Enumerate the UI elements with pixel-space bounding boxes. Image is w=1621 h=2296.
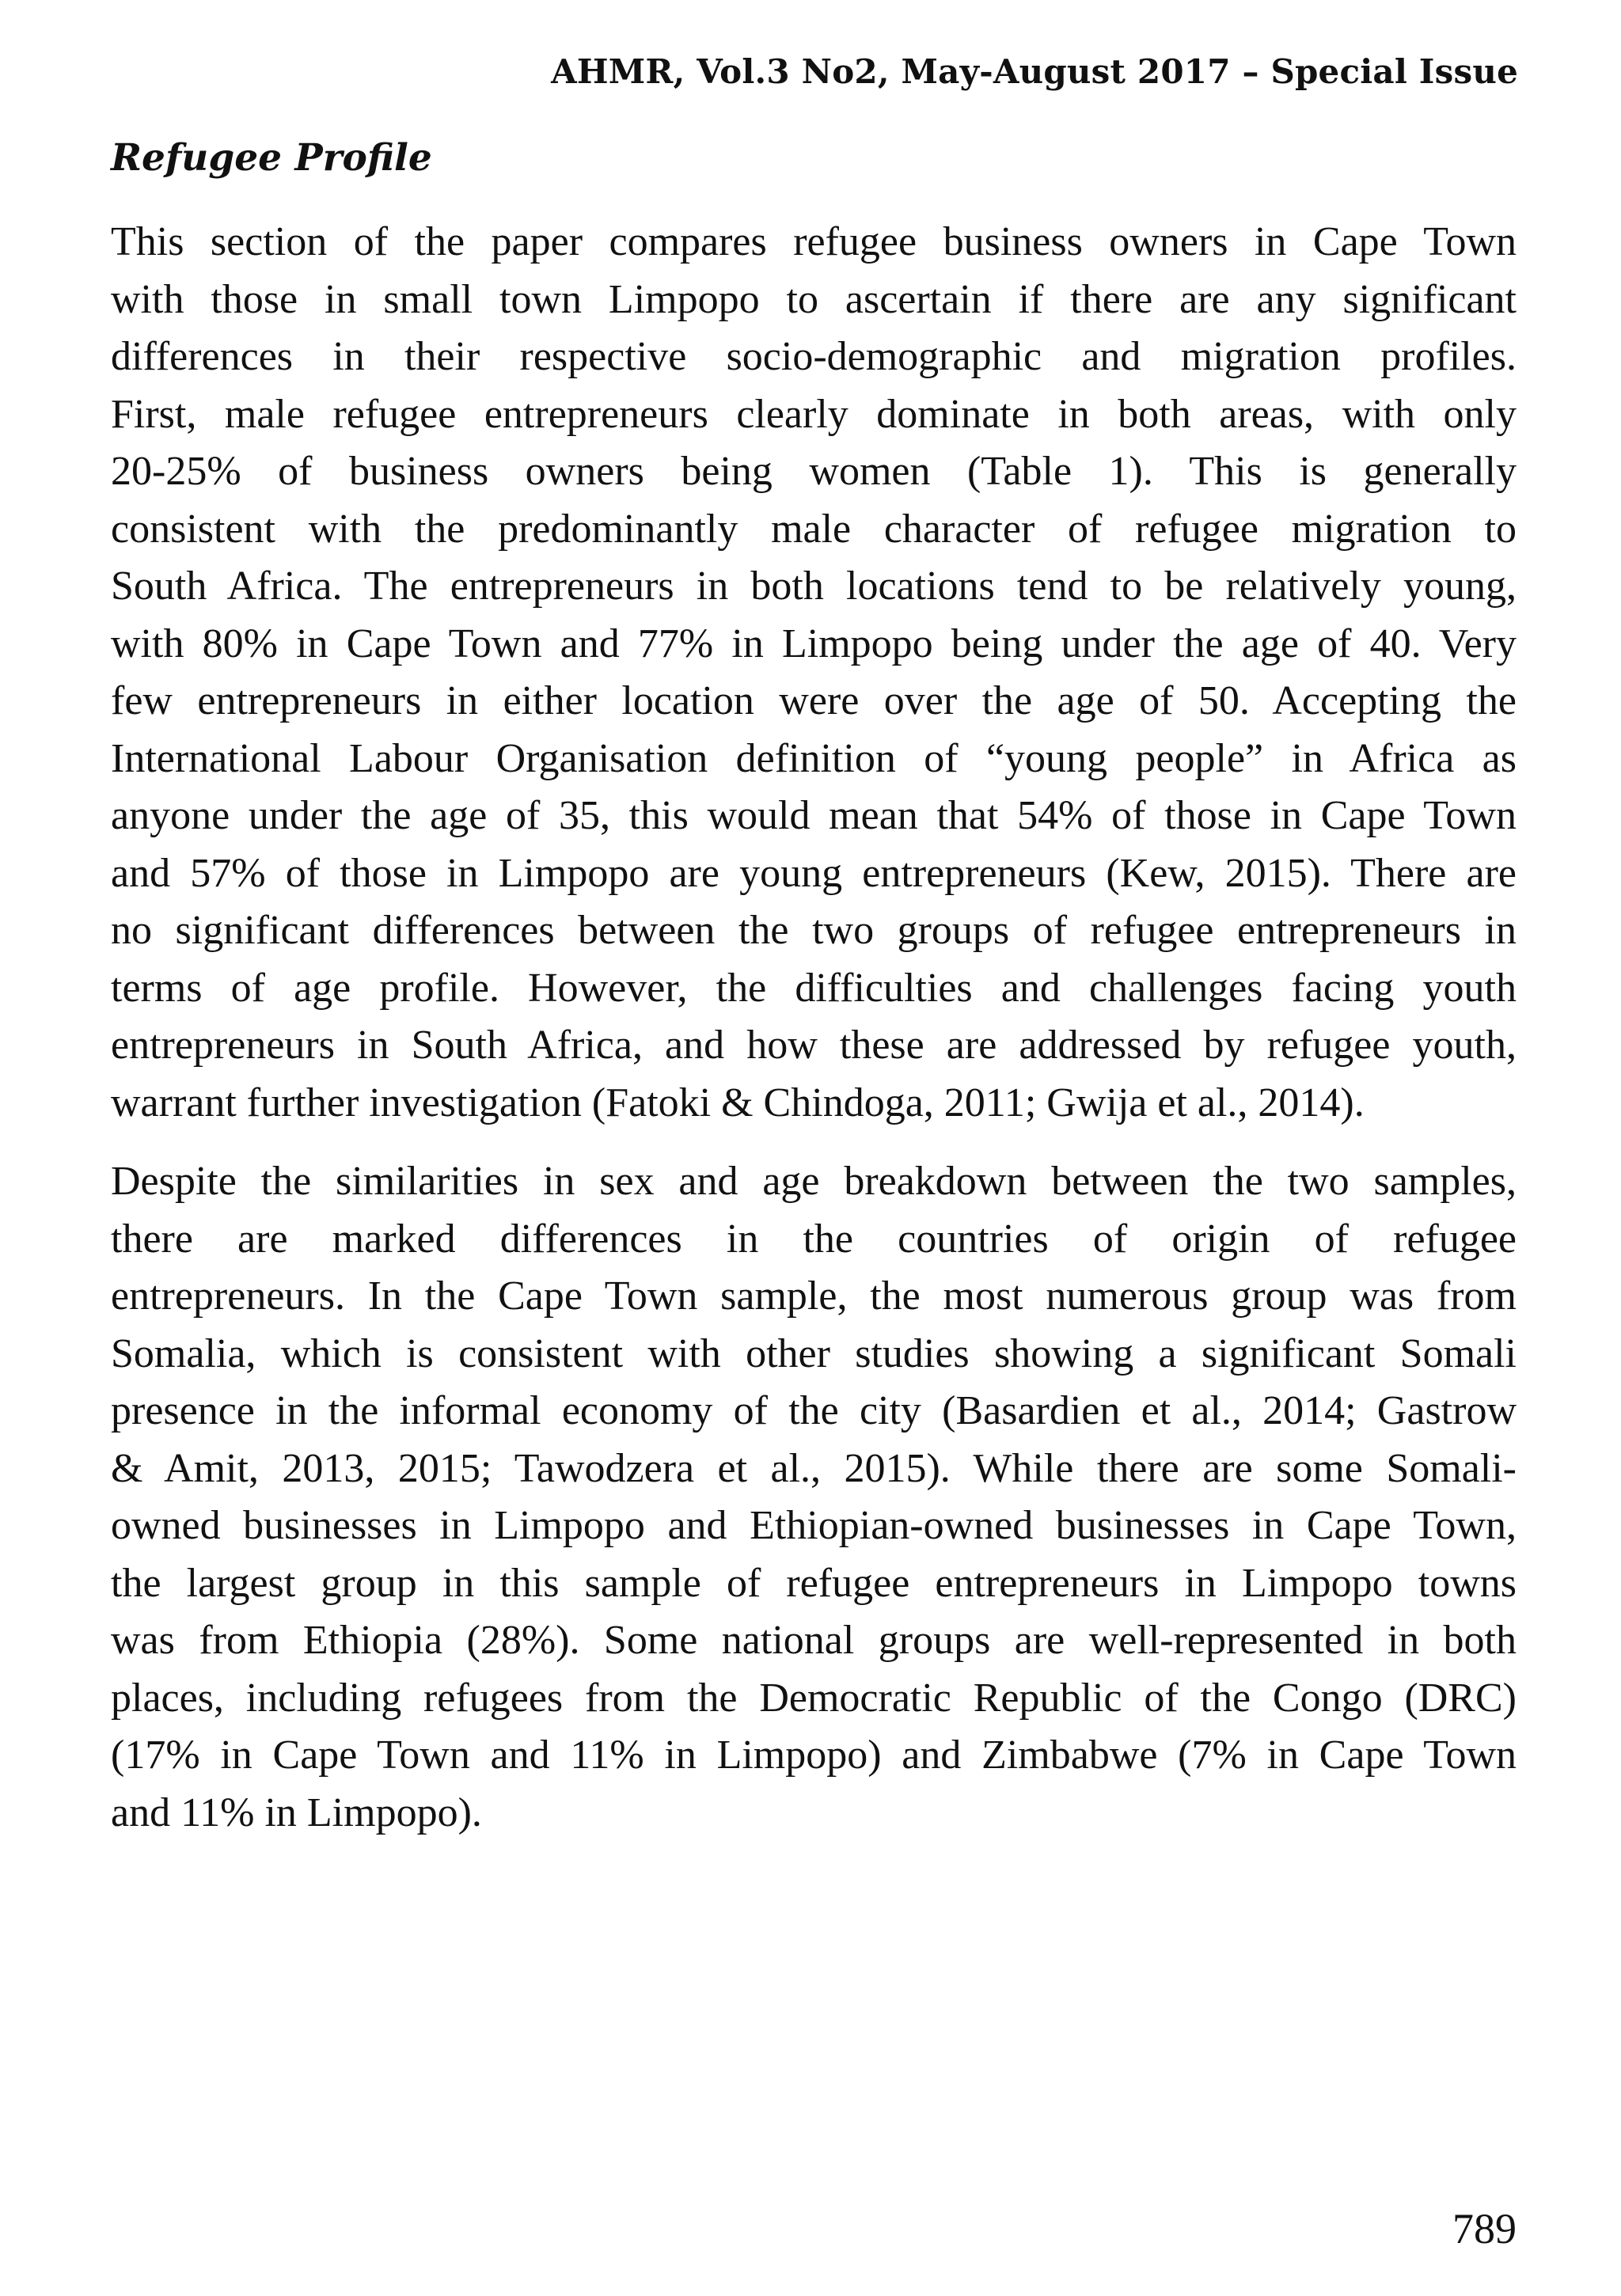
- text-line: owned businesses in Limpopo and Ethiopian-owned businesses in Cape Town,: [111, 1503, 1517, 1548]
- text-line: South Africa. The entrepreneurs in both locations tend to be relatively young,: [111, 564, 1517, 609]
- text-line: with 80% in Cape Town and 77% in Limpopo being under the age of 40. Very: [111, 620, 1517, 666]
- text-line: warrant further investigation (Fatoki & Chindoga, 2011; Gwija et al., 2014).: [111, 1080, 1365, 1125]
- text-line: the largest group in this sample of refugee entrepreneurs in Limpopo towns: [111, 1560, 1517, 1606]
- text-line: few entrepreneurs in either location were over the age of 50. Accepting the: [111, 678, 1517, 723]
- text-line: consistent with the predominantly male character of refugee migration to: [111, 506, 1517, 552]
- text-line: and 11% in Limpopo).: [111, 1789, 482, 1835]
- text-line: & Amit, 2013, 2015; Tawodzera et al., 2015). While there are some Somali-: [111, 1445, 1517, 1491]
- body-paragraph-2: [111, 1153, 1517, 1842]
- text-line: anyone under the age of 35, this would mean that 54% of those in Cape Town: [111, 793, 1517, 838]
- running-head: AHMR, Vol.3 No2, May-August 2017 – Special Issue: [551, 52, 1518, 91]
- text-line: terms of age profile. However, the difficulties and challenges facing youth: [111, 965, 1517, 1011]
- text-line: there are marked differences in the countries of origin of refugee: [111, 1216, 1517, 1262]
- text-line: no significant differences between the two groups of refugee entrepreneurs in: [111, 908, 1517, 953]
- text-line: (17% in Cape Town and 11% in Limpopo) and Zimbabwe (7% in Cape Town: [111, 1732, 1517, 1778]
- text-line: entrepreneurs in South Africa, and how these are addressed by refugee youth,: [111, 1023, 1517, 1068]
- text-line: presence in the informal economy of the city (Basardien et al., 2014; Gastrow: [111, 1388, 1517, 1433]
- text-line: 20-25% of business owners being women (Table 1). This is generally: [111, 449, 1517, 494]
- text-line: Despite the similarities in sex and age breakdown between the two samples,: [111, 1159, 1517, 1204]
- text-line: International Labour Organisation definition of “young people” in Africa as: [111, 735, 1517, 781]
- text-line: was from Ethiopia (28%). Some national groups are well-represented in both: [111, 1618, 1517, 1663]
- text-line: places, including refugees from the Democratic Republic of the Congo (DRC): [111, 1675, 1517, 1721]
- text-line: and 57% of those in Limpopo are young entrepreneurs (Kew, 2015). There are: [111, 850, 1517, 896]
- body-paragraph-1: [111, 214, 1517, 1132]
- text-line: First, male refugee entrepreneurs clearly dominate in both areas, with only: [111, 391, 1517, 437]
- text-line: differences in their respective socio-demographic and migration profiles.: [111, 334, 1517, 379]
- page-number: 789: [1452, 2205, 1517, 2252]
- text-line: Somalia, which is consistent with other studies showing a significant Somali: [111, 1330, 1517, 1376]
- text-line: This section of the paper compares refugee business owners in Cape Town: [111, 219, 1517, 264]
- text-line: entrepreneurs. In the Cape Town sample, the most numerous group was from: [111, 1273, 1517, 1319]
- section-title: Refugee Profile: [111, 136, 432, 180]
- text-line: with those in small town Limpopo to ascertain if there are any significant: [111, 276, 1517, 322]
